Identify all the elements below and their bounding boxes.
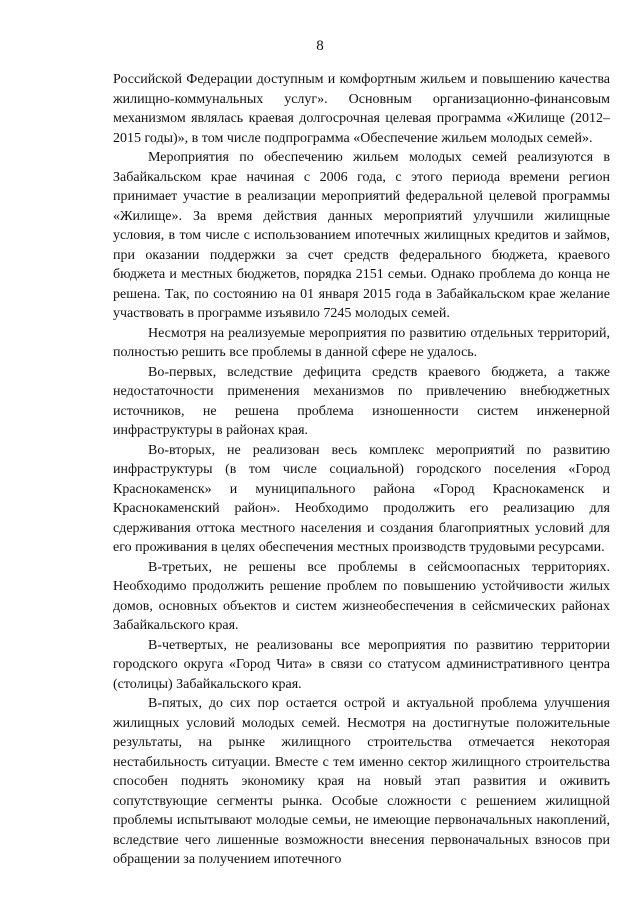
paragraph-young-families-program: Мероприятия по обеспечению жильем молодых семей реализуются в Забайкальском крае начиная с 2006 года, с этого периода времени регион принимает участие в реализации мероприятий федеральной целевой программы «Жилище». За время действия данных мероприятий улучшили жилищные условия, в том числе с использованием ипотечных жилищных кредитов и займов, при оказании поддержки за счет средств федерального бюджета, краевого бюджета и местных бюджетов, порядка 2151 семьи. Однако проблема до конца не решена. Так, по состоянию на 01 января 2015 года в Забайкальском крае желание участвовать в программе изъявило 7245 молодых семей. <box>113 150 610 321</box>
document-body <box>113 70 610 870</box>
paragraph-third-problem: В-третьих, не решены все проблемы в сейсмоопасных территориях. Необходимо продолжить решение проблем по повышению устойчивости жилых домов, основных объектов и систем жизнеобеспечения в сейсмических районах Забайкальского края. <box>113 559 610 633</box>
page-number: 8 <box>316 38 324 54</box>
paragraph-fourth-problem: В-четвертых, не реализованы все мероприятия по развитию территории городского округа «Город Чита» в связи со статусом административного центра (столицы) Забайкальского края. <box>113 637 610 692</box>
paragraph-second-problem: Во-вторых, не реализован весь комплекс мероприятий по развитию инфраструктуры (в том числе социальной) городского поселения «Город Краснокаменск» и муниципального района «Город Краснокаменск и Краснокаменский район». Необходимо продолжить его реализацию для сдерживания оттока местного населения и создания благоприятных условий для его проживания в целях обеспечения местных производств трудовыми ресурсами. <box>113 442 610 555</box>
paragraph-first-problem: Во-первых, вследствие дефицита средств краевого бюджета, а также недостаточности применения механизмов по привлечению внебюджетных источников, не решена проблема изношенности систем инженерной инфраструктуры в районах края. <box>113 364 610 438</box>
paragraph-unresolved-problems: Несмотря на реализуемые мероприятия по развитию отдельных территорий, полностью решить все проблемы в данной сфере не удалось. <box>113 325 610 360</box>
paragraph-fifth-problem: В-пятых, до сих пор остается острой и актуальной проблема улучшения жилищных условий молодых семей. Несмотря на достигнутые положительные результаты, на рынке жилищного строительства отмечается некоторая нестабильность ситуации. Вместе с тем именно сектор жилищного строительства способен поднять экономику края на новый этап развития и оживить сопутствующие сегменты рынка. Особые сложности с решением жилищной проблемы испытывают молодые семьи, не имеющие первоначальных накоплений, вследствие чего лишенные возможности внесения первоначальных взносов при обращении за получением ипотечного <box>113 696 610 867</box>
paragraph-continuation: Российской Федерации доступным и комфортным жильем и повышению качества жилищно-коммунальных услуг». Основным организационно-финансовым механизмом являлась краевая долгосрочная целевая программа «Жилище (2012–2015 годы)», в том числе подпрограмма «Обеспечение жильем молодых семей». <box>113 72 610 146</box>
